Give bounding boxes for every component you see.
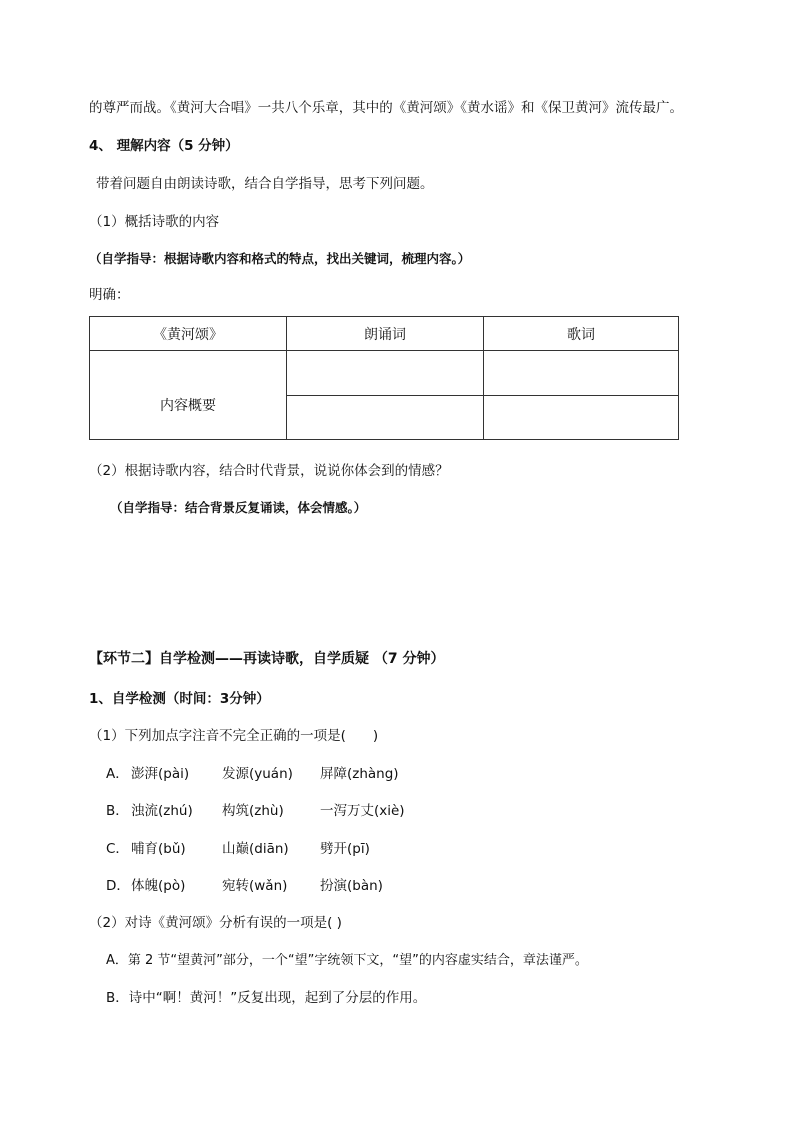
- answer-cell[interactable]: [287, 395, 484, 440]
- self-study-guide-1: （自学指导：根据诗歌内容和格式的特点，找出关键词，梳理内容。）: [89, 251, 471, 266]
- table-header-cell: 《黄河颂》: [90, 317, 287, 351]
- self-study-guide-2: （自学指导：结合背景反复诵读，体会情感。）: [110, 500, 367, 515]
- intro-tail-paragraph: 的尊严而战。《黄河大合唱》一共八个乐章，其中的《黄河颂》《黄水谣》和《保卫黄河》流传最广。: [89, 100, 683, 116]
- answer-cell[interactable]: [484, 351, 679, 396]
- step4-question-1: （1）概括诗歌的内容: [89, 214, 220, 230]
- option-d-item: 扮演(bàn): [320, 878, 383, 894]
- question-2-stem: （2）对诗《黄河颂》分析有误的一项是( ): [89, 915, 342, 931]
- question-2-option-b[interactable]: B．诗中“啊！黄河！”反复出现，起到了分层的作用。: [106, 990, 427, 1006]
- answer-label: 明确：: [89, 287, 130, 303]
- answer-cell[interactable]: [287, 351, 484, 396]
- option-b-item: 浊流(zhú): [131, 803, 193, 819]
- option-label: C．: [106, 841, 129, 857]
- option-c-item: 劈开(pī): [320, 841, 370, 857]
- content-summary-table: [89, 316, 679, 440]
- table-header-row: [90, 317, 679, 351]
- table-row: [90, 351, 679, 396]
- option-d-item: 体魄(pò): [131, 878, 186, 894]
- option-label: A．: [106, 766, 129, 782]
- table-header-cell: 朗诵词: [287, 317, 484, 351]
- option-d[interactable]: [106, 876, 130, 896]
- option-a-item: 澎湃(pài): [131, 766, 190, 782]
- step4-question-2: （2）根据诗歌内容，结合时代背景，说说你体会到的情感？: [89, 463, 449, 479]
- table-header-cell: 歌词: [484, 317, 679, 351]
- step4-instruction: 带着问题自由朗读诗歌，结合自学指导，思考下列问题。: [96, 176, 434, 192]
- option-a[interactable]: [106, 764, 129, 784]
- question-2-option-a[interactable]: A．第 2 节“望黄河”部分，一个“望”字统领下文，“望”的内容虚实结合，章法谨严。: [106, 953, 588, 968]
- self-test-heading: 1、自学检测（时间：3分钟）: [89, 691, 270, 707]
- option-c-item: 哺育(bǔ): [131, 841, 186, 857]
- option-d-item: 宛转(wǎn): [222, 878, 288, 894]
- option-b[interactable]: [106, 801, 129, 821]
- option-c[interactable]: [106, 839, 129, 859]
- option-b-item: 一泻万丈(xiè): [320, 803, 405, 819]
- option-a-item: 发源(yuán): [222, 766, 293, 782]
- option-c-item: 山巅(diān): [222, 841, 289, 857]
- step4-heading: 4、 理解内容（5 分钟）: [89, 138, 239, 154]
- option-a-item: 屏障(zhàng): [320, 766, 399, 782]
- answer-cell[interactable]: [484, 395, 679, 440]
- option-label: D．: [106, 878, 130, 894]
- question-1-stem: （1）下列加点字注音不完全正确的一项是( ): [89, 728, 379, 744]
- row-label-content-summary: 内容概要: [90, 351, 287, 440]
- option-b-item: 构筑(zhù): [222, 803, 284, 819]
- section2-heading: 【环节二】自学检测——再读诗歌，自学质疑 （7 分钟）: [89, 651, 445, 667]
- option-label: B．: [106, 803, 129, 819]
